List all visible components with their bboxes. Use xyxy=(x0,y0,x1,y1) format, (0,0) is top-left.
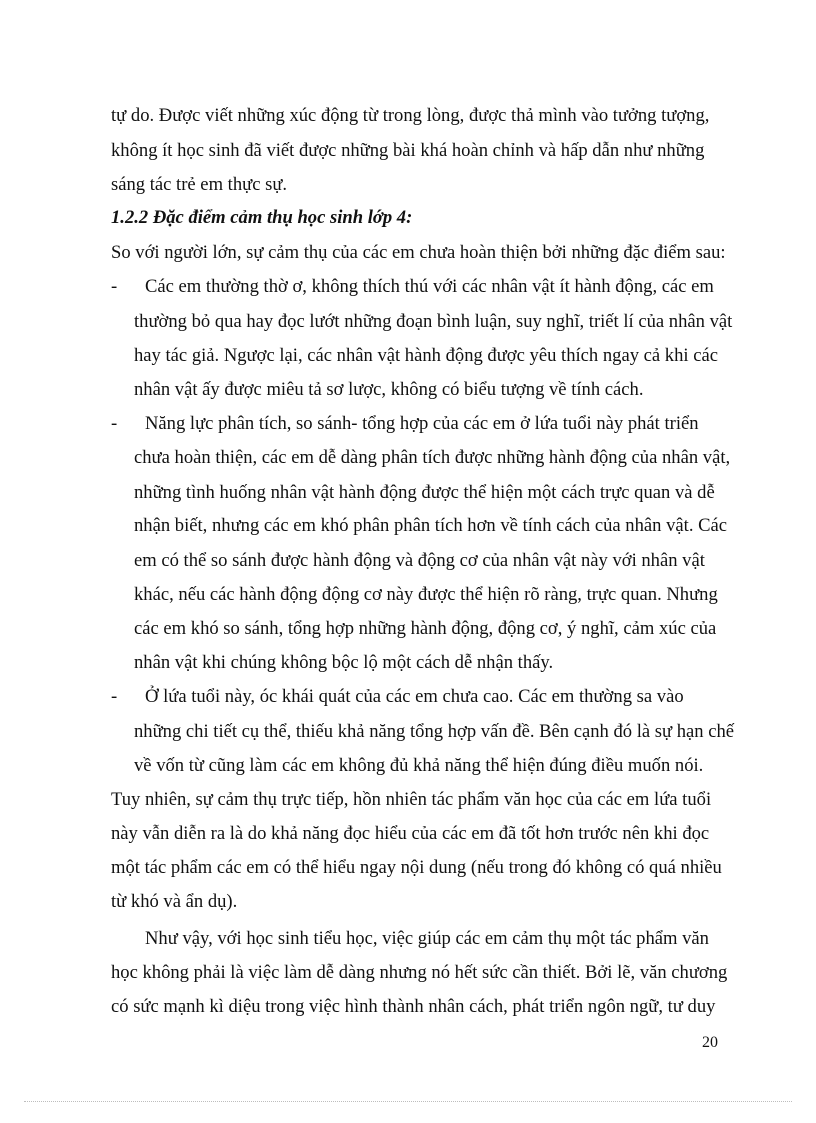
bullet-2-line: nhân vật khi chúng không bộc lộ một cách dễ nhận thấy. xyxy=(134,652,554,673)
body-line: Tuy nhiên, sự cảm thụ trực tiếp, hồn nhiên tác phẩm văn học của các em lứa tuổi xyxy=(111,789,712,810)
bullet-1-line: hay tác giả. Ngược lại, các nhân vật hành động được yêu thích ngay cả khi các xyxy=(134,345,718,366)
bullet-marker: - xyxy=(111,276,118,297)
bullet-3-line: về vốn từ cũng làm các em không đủ khả năng thể hiện đúng điều muốn nói. xyxy=(134,755,704,776)
bullet-2-line: khác, nếu các hành động động cơ này được thể hiện rõ ràng, trực quan. Nhưng xyxy=(134,584,718,605)
body-line: không ít học sinh đã viết được những bài khá hoàn chỉnh và hấp dẫn như những xyxy=(111,140,705,161)
bullet-1-line: thường bỏ qua hay đọc lướt những đoạn bình luận, suy nghĩ, triết lí của nhân vật xyxy=(134,311,733,332)
bullet-2-line: các em khó so sánh, tổng hợp những hành động, động cơ, ý nghĩ, cảm xúc của xyxy=(134,618,717,639)
intro-line: So với người lớn, sự cảm thụ của các em chưa hoàn thiện bởi những đặc điểm sau: xyxy=(111,242,726,263)
bullet-3-line: Ở lứa tuổi này, óc khái quát của các em chưa cao. Các em thường sa vào xyxy=(145,686,684,707)
section-heading: 1.2.2 Đặc điểm cảm thụ học sinh lớp 4: xyxy=(111,207,413,228)
bullet-2-line: nhận biết, nhưng các em khó phân phân tích hơn về tính cách của nhân vật. Các xyxy=(134,515,728,536)
bullet-2-line: em có thể so sánh được hành động và động cơ của nhân vật này với nhân vật xyxy=(134,550,705,571)
bullet-1-line: Các em thường thờ ơ, không thích thú với các nhân vật ít hành động, các em xyxy=(145,276,714,297)
body-line: học không phải là việc làm dễ dàng nhưng nó hết sức cần thiết. Bởi lẽ, văn chương xyxy=(111,962,728,983)
footer-separator xyxy=(24,1101,792,1102)
bullet-marker: - xyxy=(111,686,118,707)
page-number: 20 xyxy=(702,1034,718,1051)
bullet-2-line: chưa hoàn thiện, các em dễ dàng phân tích được những hành động của nhân vật, xyxy=(134,447,731,468)
body-line: một tác phẩm các em có thể hiểu ngay nội dung (nếu trong đó không có quá nhiều xyxy=(111,857,722,878)
body-line: Như vậy, với học sinh tiểu học, việc giúp các em cảm thụ một tác phẩm văn xyxy=(145,928,709,949)
bullet-2-line: những tình huống nhân vật hành động được thể hiện một cách trực quan và dễ xyxy=(134,482,715,503)
body-line: sáng tác trẻ em thực sự. xyxy=(111,174,288,195)
body-line: này vẫn diễn ra là do khả năng đọc hiểu của các em đã tốt hơn trước nên khi đọc xyxy=(111,823,710,844)
body-line: tự do. Được viết những xúc động từ trong lòng, được thả mình vào tưởng tượng, xyxy=(111,105,710,126)
bullet-3-line: những chi tiết cụ thể, thiếu khả năng tổng hợp vấn đề. Bên cạnh đó là sự hạn chế xyxy=(134,721,735,742)
bullet-marker: - xyxy=(111,413,118,434)
body-line: có sức mạnh kì diệu trong việc hình thành nhân cách, phát triển ngôn ngữ, tư duy xyxy=(111,996,716,1017)
bullet-1-line: nhân vật ấy được miêu tả sơ lược, không có biểu tượng về tính cách. xyxy=(134,379,644,400)
body-line: từ khó và ẩn dụ). xyxy=(111,891,238,912)
bullet-2-line: Năng lực phân tích, so sánh- tổng hợp của các em ở lứa tuổi này phát triển xyxy=(145,413,699,434)
